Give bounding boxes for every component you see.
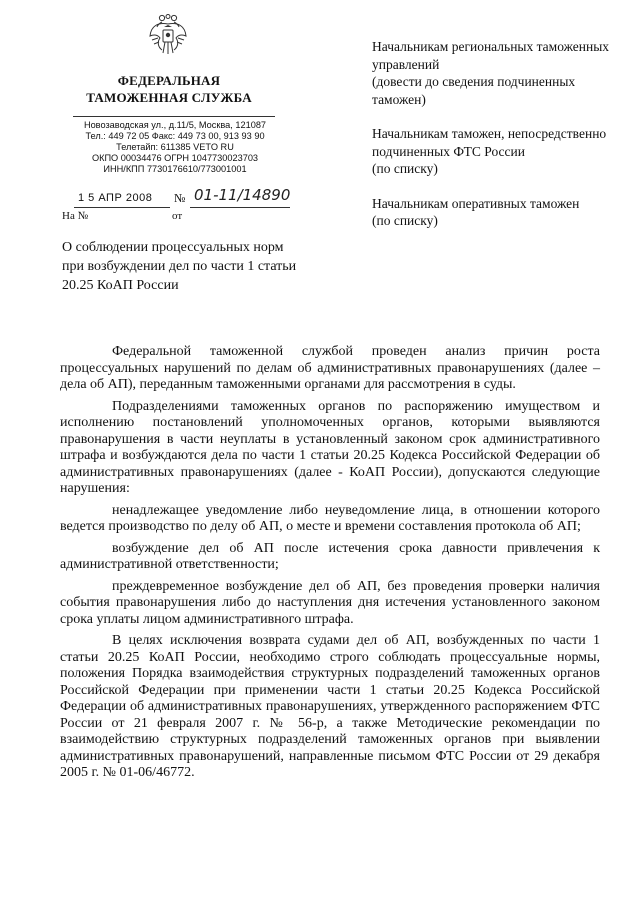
body-paragraph-1: Федеральной таможенной службой проведен анализ причин роста процессуальных нарушений по делам об административных правонарушениях (далее – дела об АП), переданным таможенными органами для рассмотрения в суды.	[60, 344, 600, 392]
date-underline	[74, 207, 170, 208]
addressee-operational-note: (по списку)	[372, 213, 438, 228]
addressee-regional-heads: Начальникам региональных таможенных управлений	[372, 39, 610, 72]
russian-coat-of-arms-icon	[148, 14, 188, 58]
phone-fax-line: Тел.: 449 72 05 Факс: 449 73 00, 913 93 90	[85, 131, 265, 141]
reference-from-label: от	[172, 210, 183, 222]
header-divider	[73, 116, 275, 117]
body-paragraph-5: преждевременное возбуждение дел об АП, без проведения проверки наличия события правонарушения либо до наступления дня истечения установленного законом срока уплаты лицом административного штрафа.	[60, 578, 600, 627]
organization-name	[58, 72, 280, 106]
registration-number-label: №	[174, 191, 186, 205]
addressee-regional-note: (довести до сведения подчиненных таможен)	[372, 74, 576, 107]
reference-line	[62, 210, 222, 226]
addressee-customs-note: (по списку)	[372, 161, 438, 176]
inn-kpp-line: ИНН/КПП 7730176610/773001001	[103, 164, 247, 174]
registration-line	[66, 188, 294, 210]
addressee-customs-heads: Начальникам таможен, непосредственно подчиненных ФТС России	[372, 126, 607, 159]
addressee-block	[372, 38, 622, 247]
registration-number: 01-11/14890	[194, 186, 291, 204]
body-paragraph-6: В целях исключения возврата судами дел об АП, возбужденных по части 1 статьи 20.25 КоАП России, необходимо строго соблюдать процессуальные нормы, положения Порядка взаимодействия структурных подразделений таможенных органов Российской Федерации при применении части 1 статьи 20.25 Кодекса Российской Федерации об административных правонарушениях, утвержденного распоряжением ФТС России от 21 февраля 2007 г. № 56-р, а также Методические рекомендации по взаимодействию структурных подразделений таможенных органов при выявлении административных правонарушений, направленные письмом ФТС России от 29 декабря 2005 г. № 01-06/46772.	[60, 633, 600, 780]
address-line: Новозаводская ул., д.11/5, Москва, 121087	[83, 120, 267, 130]
body-paragraph-3: ненадлежащее уведомление либо неуведомление лица, в отношении которого ведется производство по делу об АП, о месте и времени составления протокола об АП;	[60, 502, 600, 534]
letter-body	[60, 344, 600, 787]
registration-date: 1 5 АПР 2008	[78, 192, 153, 204]
body-paragraph-4: возбуждение дел об АП после истечения срока давности привлечения к административной ответственности;	[60, 540, 600, 572]
letter-subject: О соблюдении процессуальных норм при возбуждении дел по части 1 статьи 20.25 КоАП России	[62, 240, 297, 293]
addressee-operational-heads: Начальникам оперативных таможен	[372, 195, 580, 211]
contact-details	[66, 120, 284, 175]
organization-name-line1: ФЕДЕРАЛЬНАЯ	[117, 73, 221, 88]
reference-number-label: На №	[62, 210, 89, 222]
number-underline	[190, 207, 290, 208]
organization-name-line2: ТАМОЖЕННАЯ СЛУЖБА	[86, 90, 252, 105]
teletype-line: Телетайп: 611385 VETO RU	[116, 142, 234, 152]
okpo-ogrn-line: ОКПО 00034476 ОГРН 1047730023703	[91, 153, 259, 163]
body-paragraph-2: Подразделениями таможенных органов по распоряжению имуществом и исполнению постановлений уполномоченных органов, которыми выявляются правонарушения в части неуплаты в установленный законом срок административного штрафа и возбуждаются дела по части 1 статьи 20.25 Кодекса Российской Федерации об административных правонарушениях (далее - КоАП России), допускаются следующие нарушения:	[60, 398, 600, 496]
